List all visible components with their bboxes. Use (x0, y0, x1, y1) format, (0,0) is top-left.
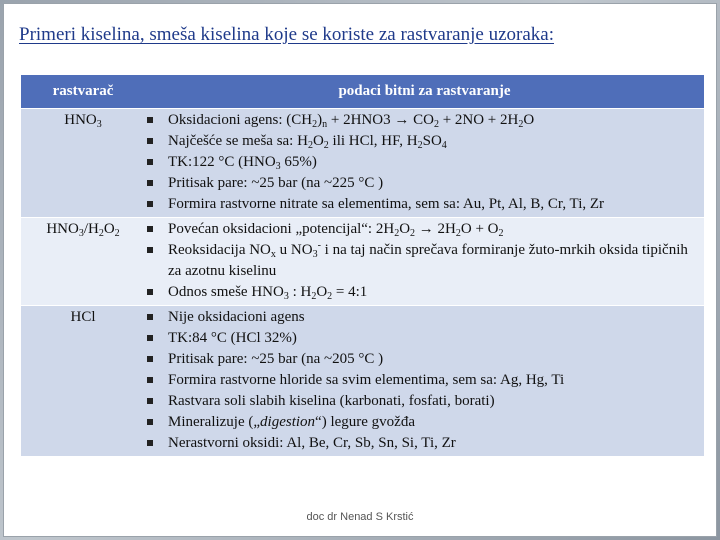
list-item: Reoksidacija $NO_x$ u $NO_3^-$ i na taj način sprečava formiranje žuto-mrkih oksida tipičnih za azotnu kiselinu (145, 240, 704, 282)
slide-title: Primeri kiselina, smeša kiselina koje se koriste za rastvaranje uzoraka: (19, 24, 554, 45)
list-item: Najčešće se meša sa: $H_2O_2$ ili HCl, HF, $H_2SO_4$ (145, 131, 704, 152)
list-item: Pritisak pare: ~25 bar (na ~225 °C ) (145, 173, 704, 194)
footer-author: doc dr Nenad S Krstić (306, 511, 414, 523)
header-details: podaci bitni za rastvaranje (338, 83, 511, 99)
solvent-cell: $HNO_3$ (64, 112, 102, 130)
list-item: Mineralizuje („digestion“) legure gvožđa (145, 412, 704, 433)
list-item: Nije oksidacioni agens (145, 307, 704, 328)
list-item: Oksidacioni agens: $(CH_2)_n + 2HNO3 \to CO_2 + 2NO + 2H_2O$ (145, 110, 704, 131)
details-cell (145, 218, 704, 305)
slide (3, 3, 717, 537)
solvent-cell: $HNO_3/H_2O_2$ (46, 221, 120, 239)
list-item: Nerastvorni oksidi: Al, Be, Cr, Sb, Sn, Si, Ti, Zr (145, 433, 704, 454)
list-item: Formira rastvorne hloride sa svim elementima, sem sa: Ag, Hg, Ti (145, 370, 704, 391)
list-item: Pritisak pare: ~25 bar (na ~205 °C ) (145, 349, 704, 370)
header-solvent: rastvarač (52, 83, 114, 99)
list-item: Odnos smeše $HNO_3$ : $H_2O_2$ = 4:1 (145, 282, 704, 303)
details-list (145, 110, 704, 215)
details-cell (145, 306, 704, 456)
details-list (145, 307, 704, 454)
list-item: Formira rastvorne nitrate sa elementima, sem sa: Au, Pt, Al, B, Cr, Ti, Zr (145, 194, 704, 215)
list-item: TK:122 °C ($HNO_3$ 65%) (145, 152, 704, 173)
table-row-hno3-h2o2 (21, 217, 704, 305)
table-row-hno3 (21, 108, 704, 217)
solvent-cell: HCl (70, 309, 96, 325)
details-list (145, 219, 704, 303)
list-item: Rastvara soli slabih kiselina (karbonati, fosfati, borati) (145, 391, 704, 412)
details-cell (145, 109, 704, 217)
acids-table (21, 75, 704, 456)
table-header-row (21, 75, 704, 108)
table-row-hcl (21, 305, 704, 456)
list-item: Povećan oksidacioni „potencijal“: $2H_2O_2 \to 2H_2O + O_2$ (145, 219, 704, 240)
list-item: TK:84 °C (HCl 32%) (145, 328, 704, 349)
